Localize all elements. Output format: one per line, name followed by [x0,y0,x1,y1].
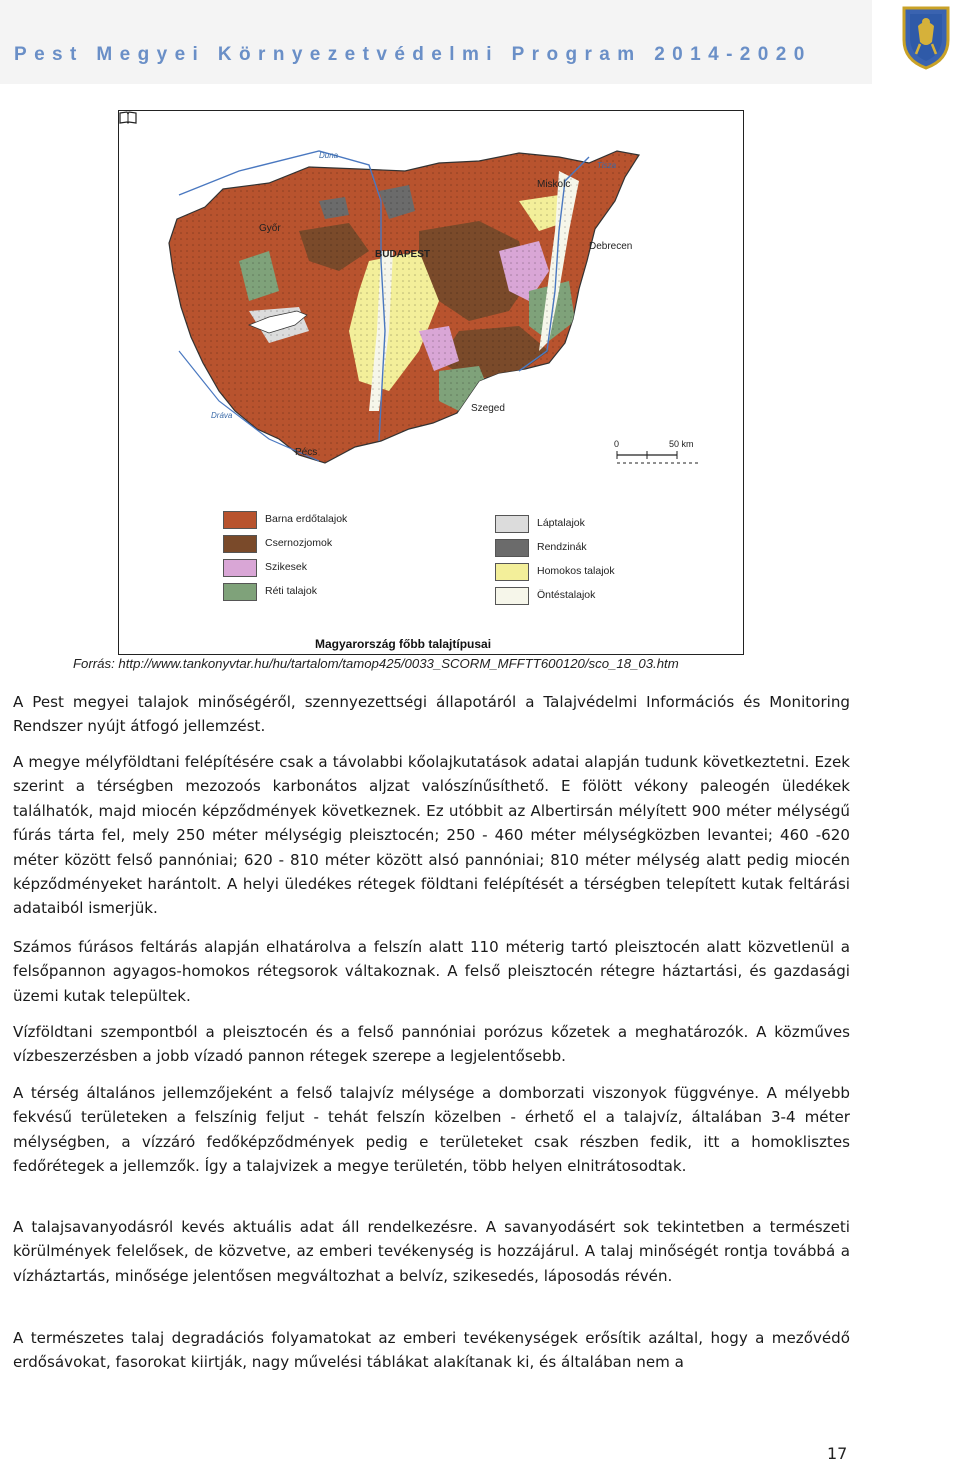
paragraph: A megye mélyföldtani felépítésére csak a távolabbi kőolajkutatások adatai alapján tudunk következtetni. Ezek szerint a térségben mezozoós karbonátos aljzat valószínűsíthető. E fölött vékony paleogén üledékek találhatók, majd miocén képződmények következnek. Ez utóbbit az Albertirsán mélyített 900 méter mélységű fúrás tárta fel, mely 250 méter mélységig pleisztocén; 250 - 460 méter mélységközben levantei; 460 -620 méter között felső pannóniai; 620 - 810 méter között alsó pannóniai; 810 méter mélység alatt pedig miocén képződményeket harántolt. A helyi üledékes rétegek földtani felépítését a térségben telepített kutak feltárási adataiból ismerjük. [13,753,850,918]
legend-swatch [495,515,529,533]
legend-label: Réti talajok [265,585,317,597]
legend-label: Láptalajok [537,517,585,529]
legend-swatch [223,559,257,577]
legend-label: Homokos talajok [537,565,615,577]
paragraph: A térség általános jellemzőjeként a felső talajvíz mélysége a domborzati viszonyok függvénye. A mélyebb fekvésű területeken a felszínig feljut - tehát felszín közelben - érhető el a talajvíz, általában 3-4 méter mélységben, a vízzáró fedőképződmények pedig e területeket csak részben fedik, itt a homoklisztes fedőrétegek a jellemzők. Így a talajvizek a megye területén, több helyen elnitrátosodtak. [13,1084,850,1176]
paragraph: A Pest megyei talajok minőségéről, szennyezettségi állapotáról a Talajvédelmi Információs és Monitoring Rendszer nyújt átfogó jellemzést. [13,693,850,736]
map-caption: Magyarország főbb talajtípusai [315,637,492,651]
book-icon [119,111,137,124]
city-label-szeged: Szeged [471,403,505,414]
legend-label: Barna erdőtalajok [265,513,348,525]
legend-label: Öntéstalajok [537,589,596,601]
city-label-pecs: Pécs [295,447,318,458]
legend-swatch [495,539,529,557]
city-label-debrecen: Debrecen [589,241,633,252]
soil-map [119,111,745,656]
pest-county-crest-icon [898,4,954,70]
paragraph: A természetes talaj degradációs folyamatokat az emberi tevékenységek erősítik azáltal, hogy a mezővédő erdősávokat, fasorokat kiirtják, nagy művelési táblákat alakítanak ki, és általában nem a [13,1329,850,1372]
legend-label: Szikesek [265,561,308,573]
city-label-miskolc: Miskolc [537,179,571,190]
city-label-budapest: BUDAPEST [375,249,431,260]
paragraph: Vízföldtani szempontból a pleisztocén és a felső pannóniai porózus kőzetek a meghatározók. A közműves vízbeszerzésben a jobb vízadó pannon rétegek szerepe a legjelentősebb. [13,1023,850,1066]
scale-distance-label: 50 km [669,439,694,449]
soil-map-figure [118,110,744,655]
legend-swatch [223,511,257,529]
page-number: 17 [827,1444,848,1463]
figure-source: Forrás: http://www.tankonyvtar.hu/hu/tartalom/tamop425/0033_SCORM_MFFTT600120/sco_18_03.htm [73,656,679,671]
legend-swatch [495,587,529,605]
scale-bar [617,451,699,463]
paragraph: Számos fúrásos feltárás alapján elhatárolva a felszín alatt 110 méterig tartó pleisztocén alatt közvetlenül a felsőpannon agyagos-homokos rétegsorok váltakoznak. A felső pleisztocén rétegre háztartási, és gazdasági üzemi kutak települtek. [13,938,850,1005]
paragraph: A talajsavanyodásról kevés aktuális adat áll rendelkezésre. A savanyodásért sok tekintetben a természeti körülmények felelősek, de közvetve, az emberi tevékenység is hozzájárul. A talaj minőségét rontja továbbá a vízháztartás, minősége jelentősen megváltozhat a belvíz, szikesedés, láposodás révén. [13,1218,850,1285]
legend-label: Rendzinák [537,541,587,553]
header-title: Pest Megyei Környezetvédelmi Program 2014-2020 [14,44,812,65]
river-label-drava: Dráva [211,411,233,420]
city-label-gyor: Győr [259,223,281,234]
river-label-tisza: Tisza [597,161,617,170]
legend-label: Csernozjomok [265,537,333,549]
page-header [0,0,872,84]
scale-zero-label: 0 [614,439,620,449]
legend-swatch [495,563,529,581]
legend-swatch [223,535,257,553]
river-label-duna: Duna [319,151,339,160]
legend-swatch [223,583,257,601]
